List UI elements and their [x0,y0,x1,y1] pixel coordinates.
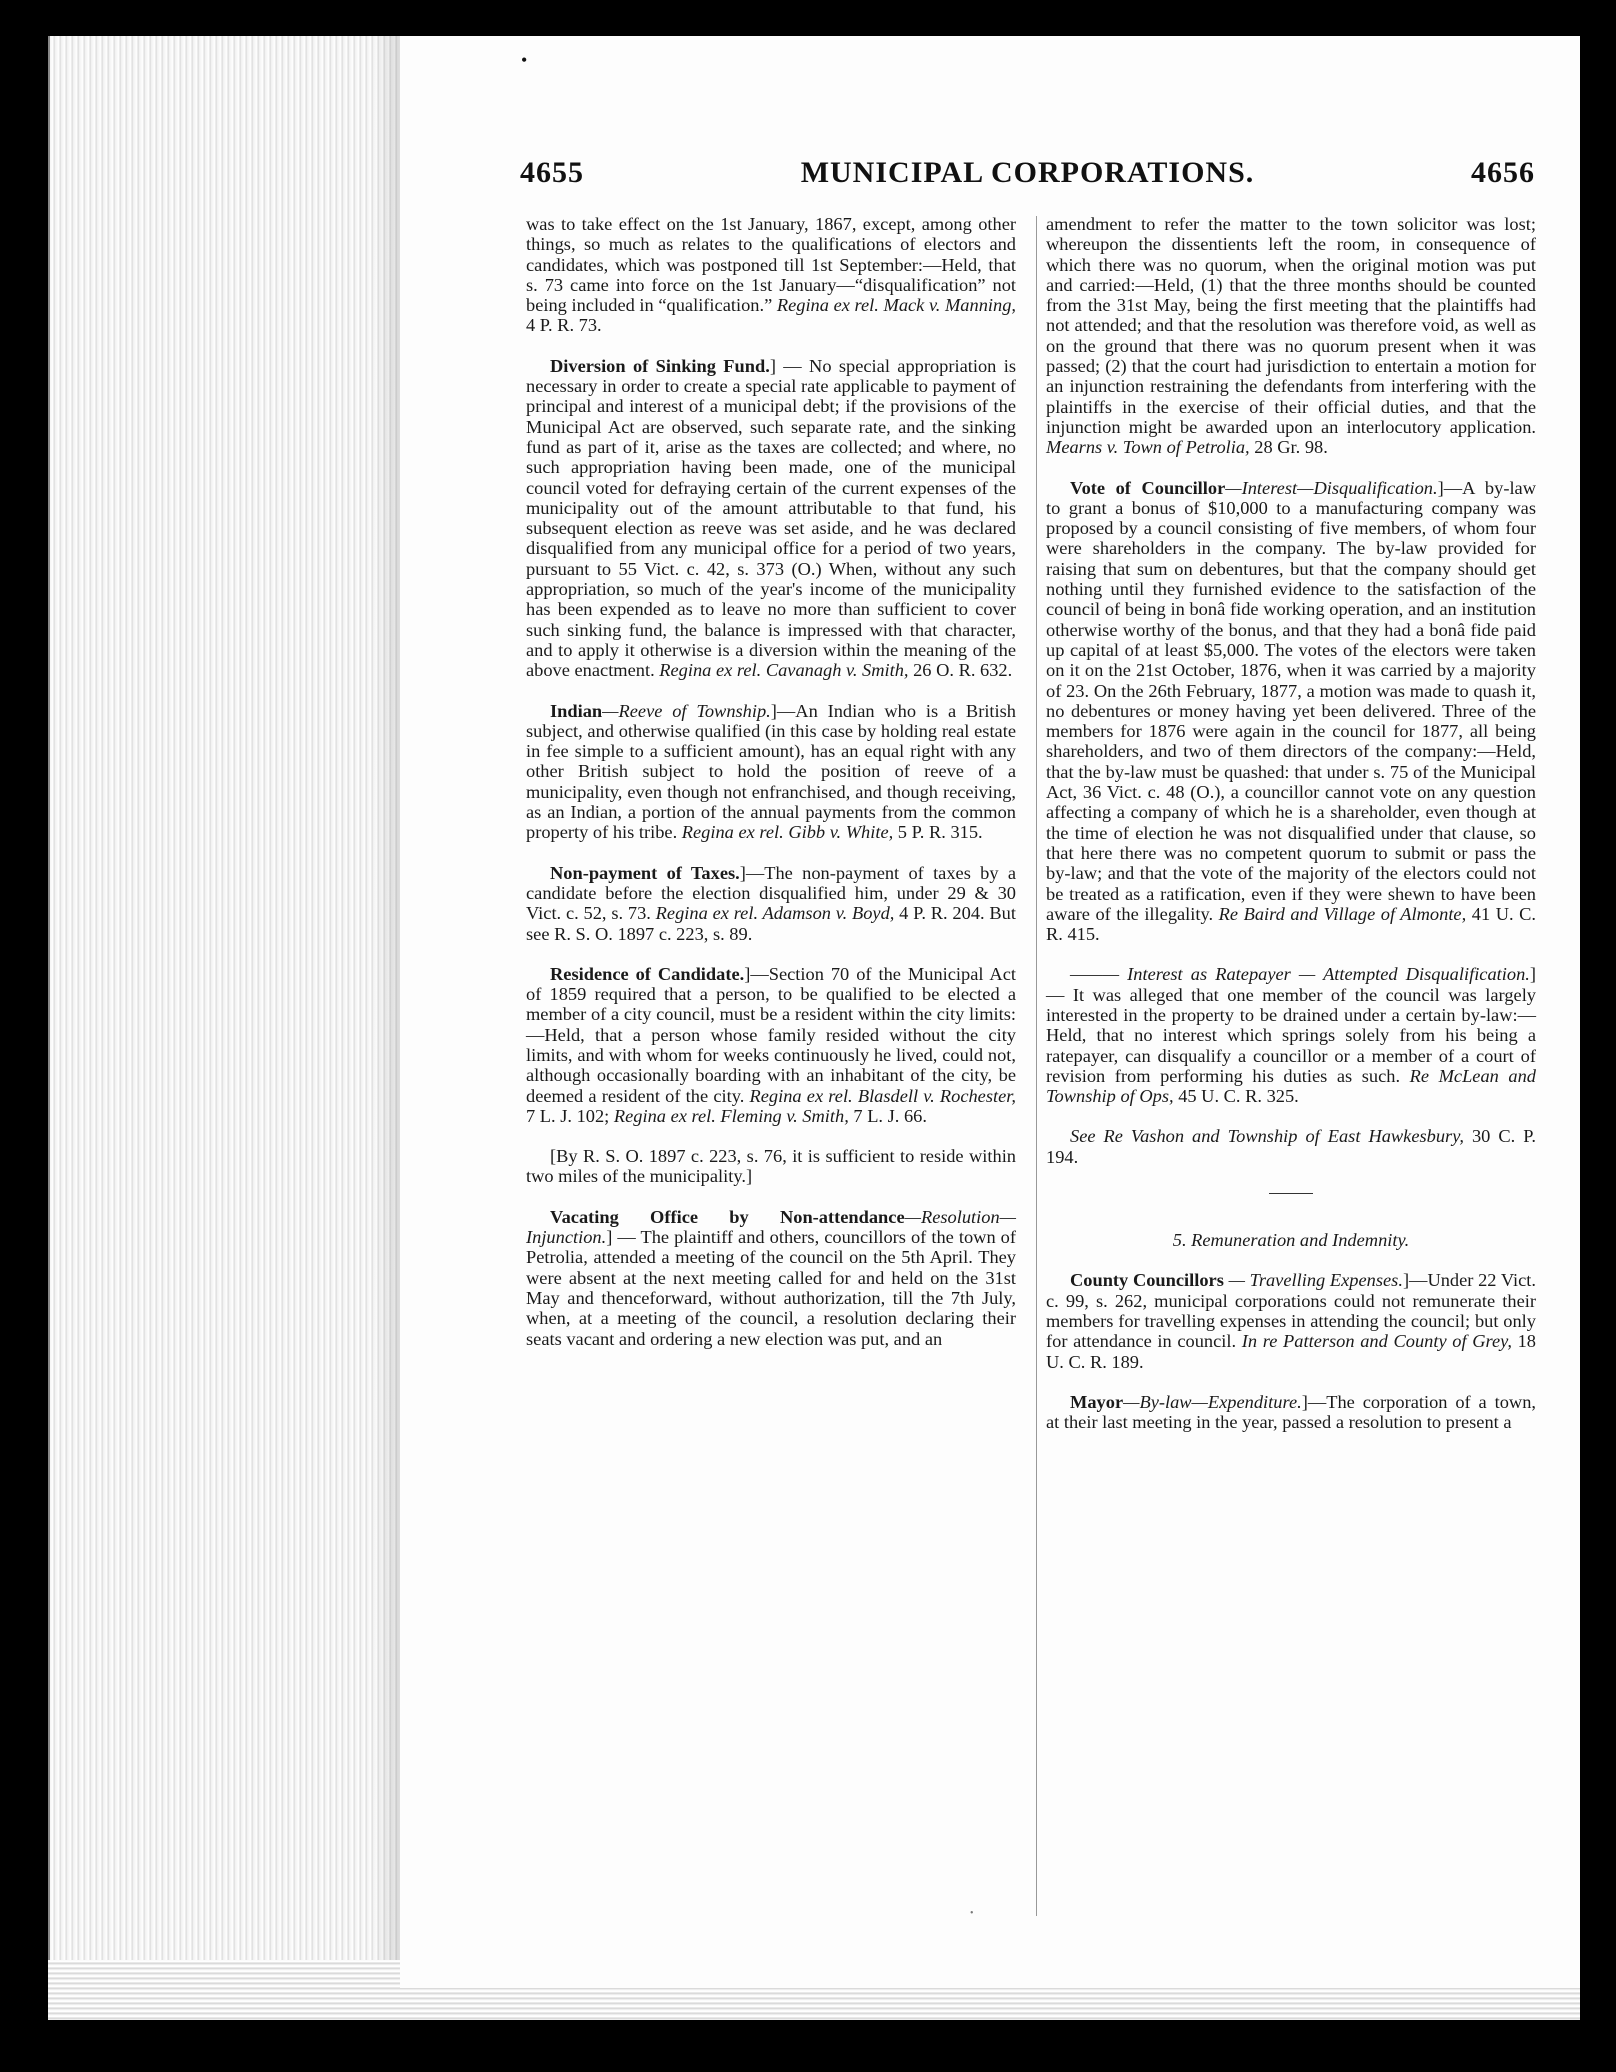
paragraph-indian [526,701,1016,843]
report-reference: 7 L. J. 66. [848,1105,927,1126]
report-reference: 5 P. R. 315. [893,822,983,843]
case-citation: Regina ex rel. Adamson v. Boyd, [655,903,895,924]
ink-speck: • [970,1908,974,1919]
paragraph-sinking-fund [526,356,1016,681]
heading-vacating-office: Vacating Office by Non-attendance [550,1206,905,1227]
heading-vote-of-councillor: Vote of Councillor [1070,477,1226,498]
body-text: ] — No special appropriation is necessary in order to create a special rate applicable to payment of principal and interest of a municipal debt; if the provisions of the Municipal Act are observed, such separate rate, and the sinking fund as part of it, arise as the taxes are collected; and where, no such appropriation having been made, one of the municipal council voted for defraying certain of the current expenses of the municipality out of the amount attributable to that fund, his subsequent election as reeve was set aside, and he was declared disqualified from any municipal office for a period of two years, pursuant to 55 Vict. c. 42, s. 373 (O.) When, without any such appropriation, so much of the year's income of the municipality has been expended as to leave no more than sufficient to cover such sinking fund, the balance is impressed with that character, and to apply it otherwise is a diversion within the meaning of the above enactment. [526,355,1016,681]
report-reference: 18 U. C. R. 189. [1046,1331,1536,1372]
running-head [520,156,1535,196]
body-text: ]—The non-payment of taxes by a candidate before the election disqualified him, under 29 & 30 Vict. c. 52, s. 73. [526,862,1016,924]
body-text: ]—Section 70 of the Municipal Act of 1859 required that a person, to be qualified to be elected a member of a city council, must be a resident within the city limits:—Held, that a person whose family resided without the city limits, and with whom for weeks continuously he lived, could not, although occasionally boarding with an inhabitant of the city, be deemed a resident of the city. [526,963,1016,1106]
body-text: ]—A by-law to grant a bonus of $10,000 to a manufacturing company was proposed by a council consisting of five members, of whom four were shareholders in the company. The by-law provided for raising that sum on debentures, but that the company should get nothing until they furnished evidence to the satisfaction of the council of being in bonâ fide working operation, and an institution otherwise worthy of the bonus, and that they had a bonâ fide paid up capital of at least $5,000. The votes of the electors were taken on it on the 21st October, 1876, when it was carried by a majority of 23. On the 26th February, 1877, a motion was made to quash it, no debentures or money having yet been delivered. Three of the members for 1876 were again in the council for 1877, all being shareholders, and two of them directors of the company:—Held, that the by-law must be quashed: that under s. 75 of the Municipal Act, 36 Vict. c. 48 (O.), a councillor cannot vote on any question affecting a company of which he is a shareholder, even though at the time of election he was not disqualified under that clause, so that here there was no competent quorum to submit or pass the by-law; and that the vote of the majority of the electors could not be treated as a ratification, even if they were shewn to have been aware of the illegality. [1046,477,1536,924]
case-citation: See Re Vashon and Township of East Hawkesbury, [1070,1126,1464,1147]
paragraph-county-councillors [1046,1270,1536,1371]
report-reference: 4 P. R. 204. But see R. S. O. 1897 c. 223, s. 89. [526,903,1016,944]
report-reference: 41 U. C. R. 415. [1046,903,1536,945]
case-citation: Re McLean and Township of Ops, [1046,1065,1536,1107]
heading-sinking-fund: Diversion of Sinking Fund. [550,355,770,376]
report-reference: 30 C. P. 194. [1046,1126,1536,1167]
heading-indian: Indian [550,700,603,721]
paragraph-editorial-note: [By R. S. O. 1897 c. 223, s. 76, it is sufficient to reside within two miles of the municipality.] [526,1146,1016,1187]
case-citation: Mearns v. Town of Petrolia, [1046,437,1250,458]
page-number-right: 4656 [1471,156,1535,189]
report-reference: 7 L. J. 102; [526,1105,614,1126]
heading-non-payment: Non-payment of Taxes. [550,862,740,883]
body-text: ] — It was alleged that one member of the council was largely interested in the property to be drained under a certain by-law:—Held, that no interest which springs solely from his being a ratepayer, can disqualify a councillor or a member of a court of revision from performing his duties as such. [1046,964,1536,1086]
paragraph-see-also [1046,1126,1536,1167]
paragraph-vacating-office [526,1207,1016,1349]
page-number-left: 4655 [520,156,584,189]
case-citation: Re Baird and Village of Almonte, [1218,903,1467,924]
subheading: — Travelling Expenses. [1223,1270,1403,1291]
subheading: —By-law—Expenditure. [1123,1391,1302,1412]
paragraph-residence [526,964,1016,1126]
body-text: amendment to refer the matter to the town solicitor was lost; whereupon the dissentients left the room, in consequence of which there was no quorum, when the original motion was put and carried:—Held, (1) that the three months should be counted from the 31st May, being the first meeting that the plaintiffs had not attended; and that the resolution was therefore void, as well as on the ground that there was no quorum present when it was passed; (2) that the court had jurisdiction to entertain a motion for an injunction restraining the defendants from interfering with the plaintiffs in the exercise of their official duties, and that the injunction might be awarded upon an interlocutory application. [1046,214,1536,437]
paragraph-vote-of-councillor [1046,478,1536,945]
section-rule [1269,1193,1313,1194]
column-divider [1036,216,1037,1916]
body-text: ]—The corporation of a town, at their last meeting in the year, passed a resolution to present a [1046,1391,1536,1433]
section-title: 5. Remuneration and Indemnity. [1172,1230,1410,1251]
case-citation: Regina ex rel. Blasdell v. Rochester, [749,1085,1016,1106]
subheading: —Resolution—Injunction. [526,1206,1016,1248]
heading-mayor: Mayor [1070,1391,1124,1412]
subheading: ——— Interest as Ratepayer — Attempted Disqualification. [1070,964,1530,985]
paragraph-mayor [1046,1392,1536,1433]
right-column [1046,214,1536,1452]
body-text: ]—Under 22 Vict. c. 99, s. 262, municipal corporations could not remunerate their members for travelling expenses in attending the council; but only for attendance in council. [1046,1270,1536,1352]
report-reference: 26 O. R. 632. [908,660,1013,681]
subheading: —Interest—Disqualification. [1225,477,1438,498]
body-text: ]—An Indian who is a British subject, and otherwise qualified (in this case by holding real estate in fee simple to a sufficient amount), has an equal right with any other British subject to hold the position of reeve of a municipality, even though not enfranchised, and though receiving, as an Indian, a portion of the annual payments from the common property of his tribe. [526,700,1016,843]
paragraph-non-payment [526,863,1016,944]
ink-speck: • [521,50,528,70]
book-page-edges [48,36,402,1988]
running-title: MUNICIPAL CORPORATIONS. [800,156,1255,189]
left-column [526,214,1016,1369]
subheading: —Reeve of Township. [602,700,771,721]
case-citation: In re Patterson and County of Grey, [1241,1331,1512,1352]
body-text: ] — The plaintiff and others, councillors of the town of Petrolia, attended a meeting of the council on the 5th April. They were absent at the next meeting called for and held on the 31st May and thenceforward, without authorization, till the 7th July, when, at a meeting of the council, a resolution declaring their seats vacant and ordering a new election was put, and an [526,1227,1016,1349]
paragraph-interest-as-ratepayer [1046,964,1536,1106]
report-reference: 28 Gr. 98. [1249,437,1328,458]
heading-county-councillors: County Councillors [1070,1270,1224,1291]
case-citation: Regina ex rel. Cavanagh v. Smith, [659,660,909,681]
report-reference: 45 U. C. R. 325. [1173,1086,1299,1107]
case-citation: Regina ex rel. Gibb v. White, [681,822,894,843]
case-citation: Regina ex rel. Fleming v. Smith, [613,1105,849,1126]
heading-residence: Residence of Candidate. [550,963,745,984]
case-citation: Regina ex rel. Mack v. Manning, [776,295,1016,316]
paragraph-continuation [526,214,1016,336]
body-text: was to take effect on the 1st January, 1867, except, among other things, so much as relates to the qualifications of electors and candidates, which was postponed till 1st September:—Held, that s. 73 came into force on the 1st January—“disqualification” not being included in “qualification.” [526,214,1016,316]
report-reference: 4 P. R. 73. [526,315,602,336]
paragraph-continuation [1046,214,1536,458]
